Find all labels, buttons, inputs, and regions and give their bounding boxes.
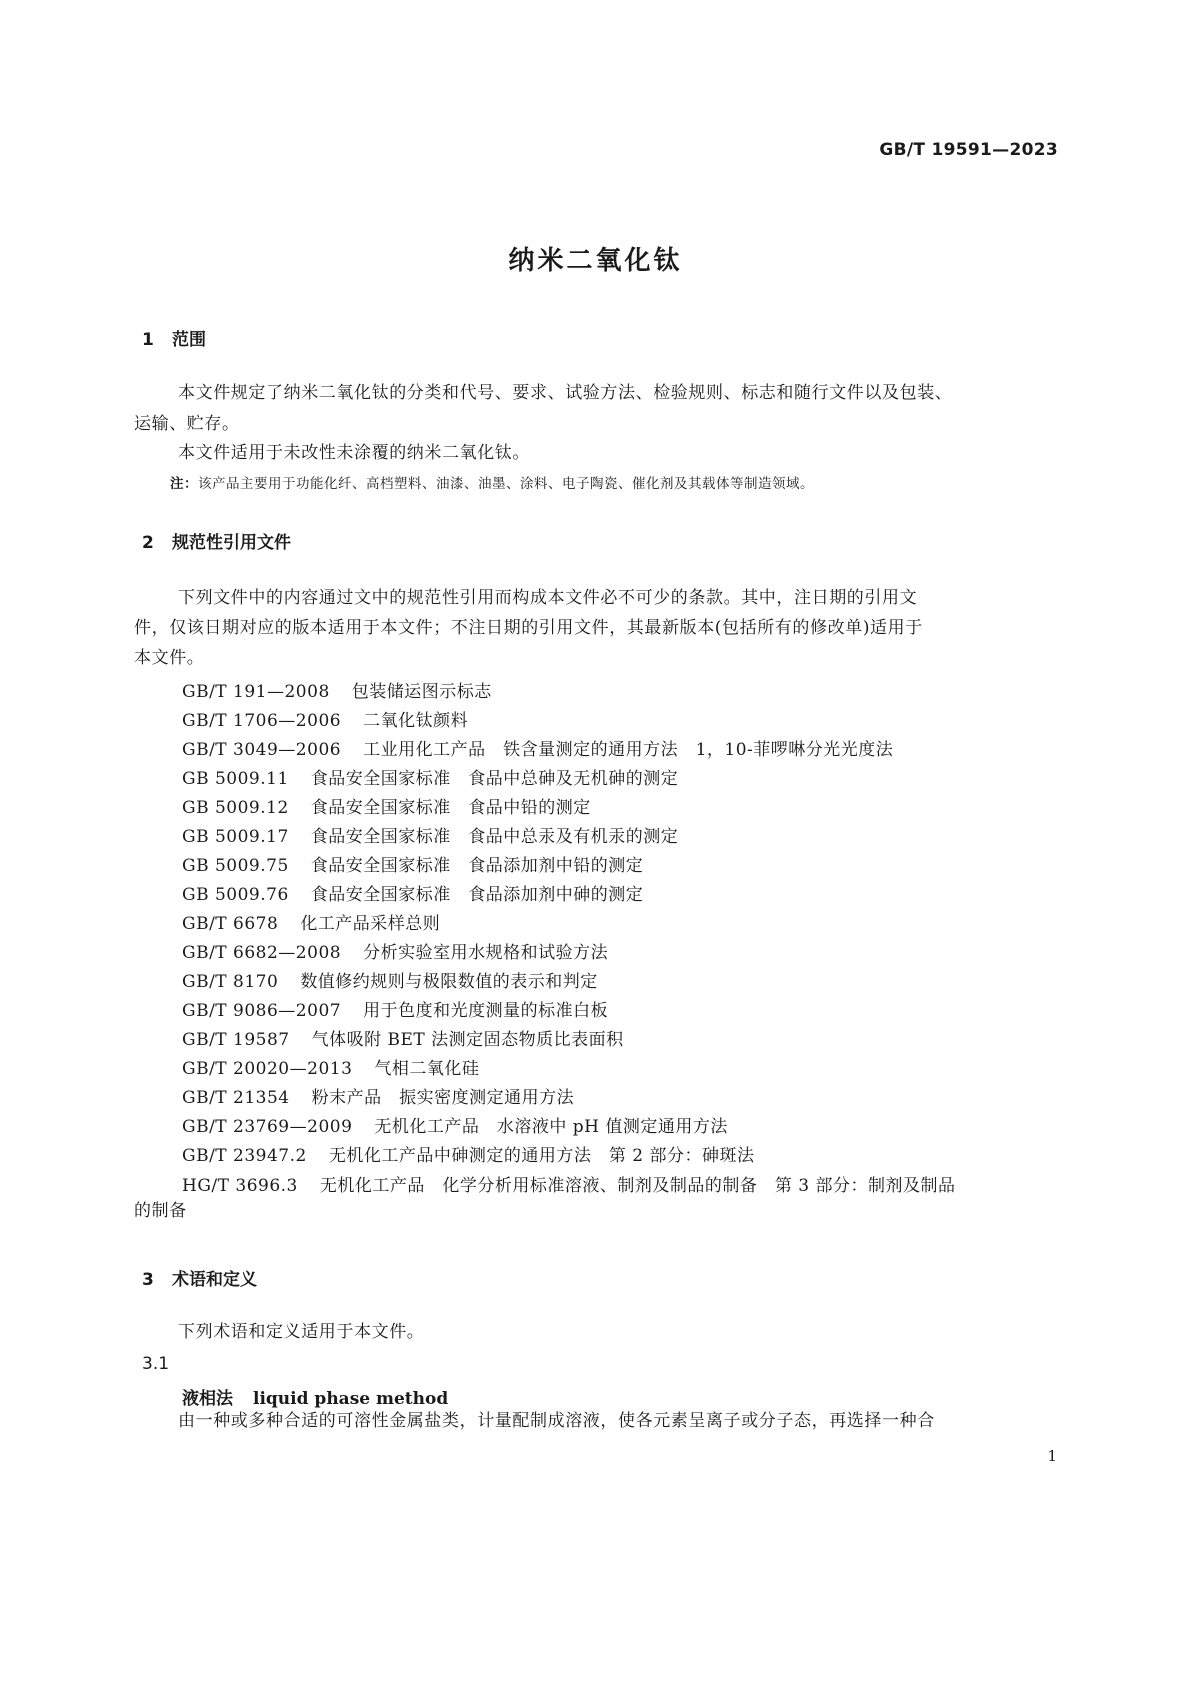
reference-item bbox=[182, 706, 468, 731]
reference-code: GB/T 191—2008 bbox=[182, 682, 330, 702]
reference-item bbox=[182, 1141, 754, 1166]
reference-title: 无机化工产品中砷测定的通用方法 第 2 部分：砷斑法 bbox=[328, 1146, 755, 1166]
scope-paragraph: 本文件适用于未改性未涂覆的纳米二氧化钛。 bbox=[178, 443, 530, 463]
reference-title: 气体吸附 BET 法测定固态物质比表面积 bbox=[311, 1030, 624, 1050]
references-intro-line: 本文件。 bbox=[134, 648, 205, 668]
reference-code: GB 5009.12 bbox=[182, 798, 289, 818]
section-number: 3 bbox=[142, 1270, 154, 1290]
section-number: 2 bbox=[142, 533, 154, 553]
section-heading-scope bbox=[142, 325, 206, 350]
document-title: 纳米二氧化钛 bbox=[508, 246, 683, 276]
reference-code: GB 5009.17 bbox=[182, 827, 289, 847]
reference-item bbox=[182, 909, 440, 934]
reference-code: GB/T 20020—2013 bbox=[182, 1059, 353, 1079]
reference-code: GB/T 6678 bbox=[182, 914, 279, 934]
reference-code: GB/T 1706—2006 bbox=[182, 711, 342, 731]
scope-paragraph-line: 运输、贮存。 bbox=[134, 414, 240, 434]
note-label: 注： bbox=[170, 476, 198, 492]
reference-item bbox=[182, 851, 643, 876]
reference-title: 粉末产品 振实密度测定通用方法 bbox=[311, 1088, 575, 1108]
reference-item bbox=[182, 996, 608, 1021]
scope-note bbox=[170, 472, 814, 492]
reference-item bbox=[182, 1054, 479, 1079]
references-intro-line: 件，仅该日期对应的版本适用于本文件；不注日期的引用文件，其最新版本(包括所有的修改单)适用于 bbox=[134, 618, 923, 638]
term-name-cn: 液相法 bbox=[182, 1389, 233, 1409]
references-intro-line: 下列文件中的内容通过文中的规范性引用而构成本文件必不可少的条款。其中，注日期的引用文 bbox=[178, 588, 918, 608]
reference-title: 工业用化工产品 铁含量测定的通用方法 1，10-菲啰啉分光光度法 bbox=[363, 740, 894, 760]
section-heading-normative-references bbox=[142, 528, 291, 553]
reference-code: GB/T 3049—2006 bbox=[182, 740, 342, 760]
reference-code: GB/T 6682—2008 bbox=[182, 943, 342, 963]
section-number: 1 bbox=[142, 330, 154, 350]
reference-code: GB/T 23947.2 bbox=[182, 1146, 307, 1166]
reference-code: GB/T 9086—2007 bbox=[182, 1001, 342, 1021]
section-title: 范围 bbox=[172, 330, 206, 350]
reference-title: 分析实验室用水规格和试验方法 bbox=[363, 943, 609, 963]
page-number: 1 bbox=[1047, 1447, 1057, 1465]
terms-intro: 下列术语和定义适用于本文件。 bbox=[178, 1322, 425, 1342]
reference-item bbox=[182, 1112, 728, 1137]
standard-code: GB/T 19591—2023 bbox=[879, 140, 1058, 160]
reference-title: 食品安全国家标准 食品中总砷及无机砷的测定 bbox=[310, 769, 679, 789]
reference-title: 包装储运图示标志 bbox=[351, 682, 492, 702]
reference-code: GB 5009.75 bbox=[182, 856, 289, 876]
reference-title: 食品安全国家标准 食品添加剂中铅的测定 bbox=[310, 856, 644, 876]
reference-item bbox=[182, 938, 608, 963]
reference-code: GB/T 21354 bbox=[182, 1088, 290, 1108]
reference-code: HG/T 3696.3 bbox=[182, 1176, 298, 1196]
reference-title: 化工产品采样总则 bbox=[300, 914, 441, 934]
reference-title: 食品安全国家标准 食品添加剂中砷的测定 bbox=[310, 885, 644, 905]
reference-item bbox=[182, 967, 598, 992]
reference-title: 无机化工产品 化学分析用标准溶液、制剂及制品的制备 第 3 部分：制剂及制品 bbox=[319, 1176, 956, 1196]
reference-item bbox=[182, 880, 643, 905]
reference-code: GB/T 8170 bbox=[182, 972, 279, 992]
reference-item bbox=[182, 1083, 574, 1108]
reference-item bbox=[182, 1171, 955, 1196]
reference-item bbox=[182, 677, 492, 702]
reference-item bbox=[182, 793, 591, 818]
term-number: 3.1 bbox=[142, 1354, 170, 1374]
section-heading-terms bbox=[142, 1265, 257, 1290]
note-text: 该产品主要用于功能化纤、高档塑料、油漆、油墨、涂料、电子陶瓷、催化剂及其载体等制造领域。 bbox=[198, 476, 814, 492]
reference-title: 食品安全国家标准 食品中铅的测定 bbox=[310, 798, 591, 818]
reference-item bbox=[182, 1025, 624, 1050]
reference-code: GB/T 19587 bbox=[182, 1030, 290, 1050]
reference-title: 二氧化钛颜料 bbox=[363, 711, 469, 731]
reference-item bbox=[182, 735, 893, 760]
reference-continuation: 的制备 bbox=[134, 1201, 187, 1221]
reference-code: GB 5009.76 bbox=[182, 885, 289, 905]
reference-title: 数值修约规则与极限数值的表示和判定 bbox=[300, 972, 598, 992]
section-title: 术语和定义 bbox=[172, 1270, 257, 1290]
reference-title: 食品安全国家标准 食品中总汞及有机汞的测定 bbox=[310, 827, 679, 847]
scope-paragraph-line: 本文件规定了纳米二氧化钛的分类和代号、要求、试验方法、检验规则、标志和随行文件以及包装、 bbox=[178, 383, 953, 403]
reference-code: GB/T 23769—2009 bbox=[182, 1117, 353, 1137]
reference-item bbox=[182, 764, 678, 789]
term-definition: 由一种或多种合适的可溶性金属盐类，计量配制成溶液，使各元素呈离子或分子态，再选择一种合 bbox=[178, 1411, 935, 1431]
reference-title: 无机化工产品 水溶液中 pH 值测定通用方法 bbox=[374, 1117, 728, 1137]
reference-title: 气相二氧化硅 bbox=[374, 1059, 480, 1079]
term-name-en: liquid phase method bbox=[253, 1389, 449, 1409]
reference-code: GB 5009.11 bbox=[182, 769, 289, 789]
reference-item bbox=[182, 822, 678, 847]
reference-title: 用于色度和光度测量的标准白板 bbox=[363, 1001, 609, 1021]
section-title: 规范性引用文件 bbox=[172, 533, 291, 553]
